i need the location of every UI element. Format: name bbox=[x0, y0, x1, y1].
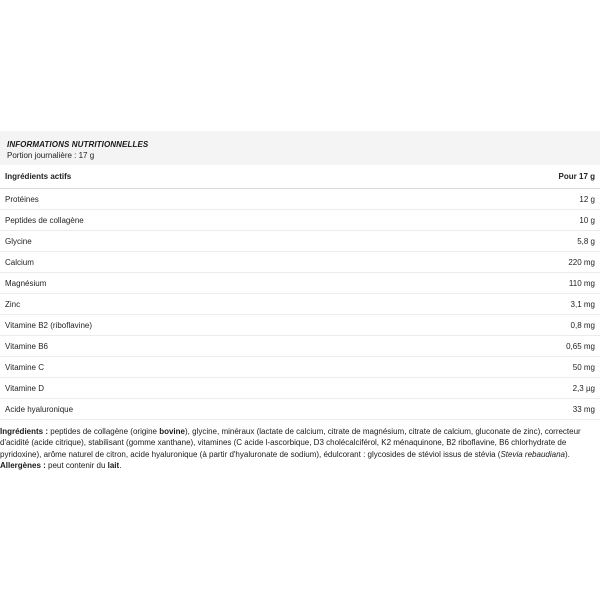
table-header-row bbox=[0, 165, 600, 189]
nutrient-name: Vitamine C bbox=[5, 362, 44, 372]
nutrient-name: Peptides de collagène bbox=[5, 215, 84, 225]
table-row bbox=[0, 357, 600, 378]
nutrition-facts bbox=[0, 131, 600, 420]
table-row bbox=[0, 273, 600, 294]
nutrient-amount: 10 g bbox=[579, 215, 595, 225]
nutrient-amount: 5,8 g bbox=[577, 236, 595, 246]
nutrient-amount: 2,3 µg bbox=[572, 383, 595, 393]
ingredients-part-3: ). bbox=[564, 449, 570, 459]
table-row bbox=[0, 189, 600, 210]
allergens-label: Allergènes : bbox=[0, 460, 46, 470]
nutrient-amount: 0,65 mg bbox=[566, 341, 595, 351]
daily-portion: Portion journalière : 17 g bbox=[7, 151, 95, 160]
table-row bbox=[0, 336, 600, 357]
nutrient-name: Vitamine B2 (riboflavine) bbox=[5, 320, 93, 330]
nutrient-name: Protéines bbox=[5, 194, 39, 204]
ingredients-part-2: ), glycine, minéraux (lactate de calcium, citrate de magnésium, citrate de calcium, gluconate de zinc), correcteur d'acidité (acide citrique), stabilisant (gomme xanthane), vitamines (C acide l-ascorbique, D3 cholécalciférol, K2 ménaquinone, B2 riboflavine, B6 chlorhydrate de pyridoxine), arôme naturel de citron, acide hyaluronique (à partir d'hyaluronate de sodium), édulcorant : glycosides de stéviol issus de stévia ( bbox=[0, 427, 581, 459]
allergens-bold-lait: lait bbox=[107, 460, 120, 470]
table-row bbox=[0, 231, 600, 252]
table-row bbox=[0, 315, 600, 336]
nutrient-name: Magnésium bbox=[5, 278, 47, 288]
table-row bbox=[0, 378, 600, 399]
allergens-paragraph bbox=[0, 460, 598, 471]
allergens-end: . bbox=[119, 460, 122, 470]
ingredients-text bbox=[0, 426, 598, 471]
nutrition-table bbox=[0, 165, 600, 420]
nutrient-name: Acide hyaluronique bbox=[5, 404, 74, 414]
nutrient-name: Vitamine B6 bbox=[5, 341, 48, 351]
ingredients-italic-stevia: Stevia rebaudiana bbox=[500, 449, 565, 459]
table-row bbox=[0, 252, 600, 273]
nutrition-title: INFORMATIONS NUTRITIONNELLES bbox=[7, 140, 149, 149]
ingredients-paragraph bbox=[0, 426, 598, 460]
column-header-amount: Pour 17 g bbox=[558, 172, 595, 181]
ingredients-part-1: peptides de collagène (origine bbox=[48, 427, 160, 436]
nutrient-name: Vitamine D bbox=[5, 383, 44, 393]
nutrient-name: Zinc bbox=[5, 299, 21, 309]
ingredients-label: Ingrédients : bbox=[0, 427, 49, 436]
table-row bbox=[0, 294, 600, 315]
nutrient-name: Calcium bbox=[5, 257, 34, 267]
allergens-text: peut contenir du bbox=[45, 460, 108, 470]
ingredients-bold-bovine: bovine bbox=[159, 427, 185, 436]
nutrient-name: Glycine bbox=[5, 236, 32, 246]
nutrient-amount: 220 mg bbox=[568, 257, 595, 267]
nutrient-amount: 0,8 mg bbox=[570, 320, 595, 330]
nutrition-header bbox=[0, 131, 600, 165]
column-header-ingredients: Ingrédients actifs bbox=[5, 172, 72, 181]
nutrient-amount: 3,1 mg bbox=[570, 299, 595, 309]
table-row bbox=[0, 210, 600, 231]
nutrient-amount: 110 mg bbox=[568, 278, 595, 288]
nutrient-amount: 12 g bbox=[579, 194, 595, 204]
nutrient-amount: 50 mg bbox=[572, 362, 595, 372]
nutrient-amount: 33 mg bbox=[572, 404, 595, 414]
table-row bbox=[0, 399, 600, 420]
